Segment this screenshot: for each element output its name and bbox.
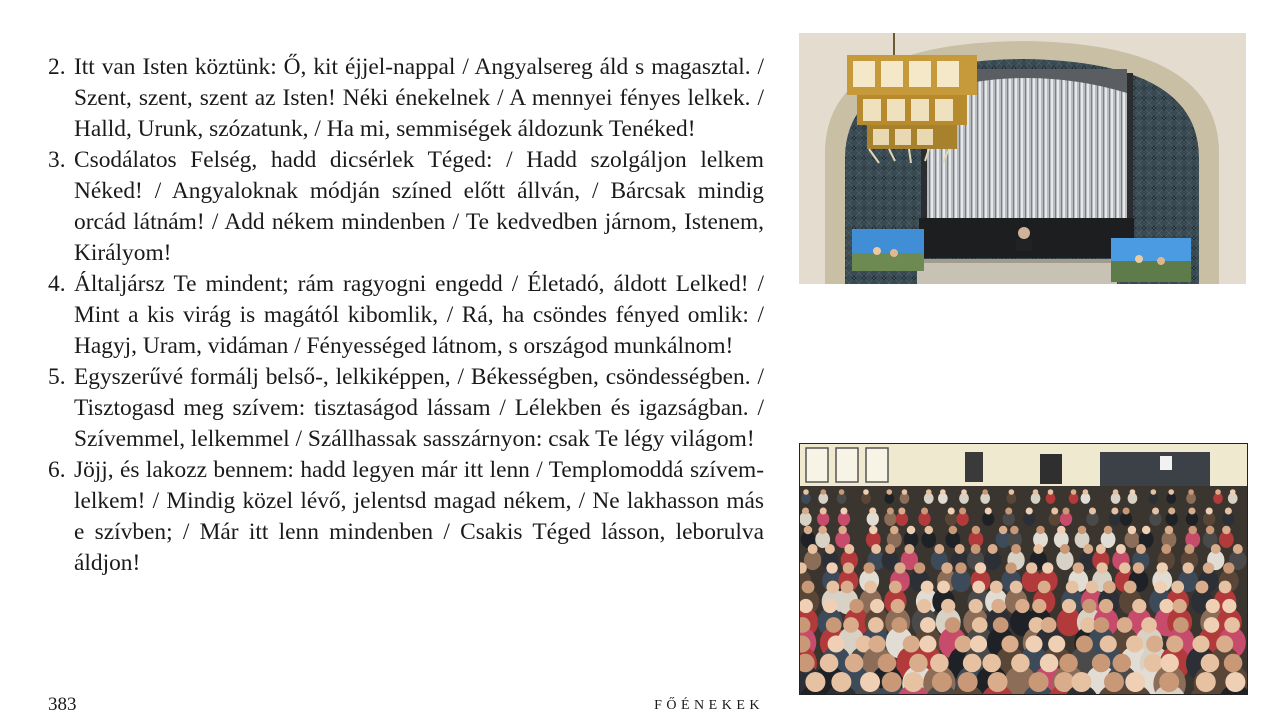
verse-text: Jöjj, és lakozz bennem: hadd legyen már itt lenn / Templomoddá szívem-lelkem! / Mindig közel lévő, jelentsd magad nékem, / Ne lakhasson más e szívben; / Már itt lenn mindenben / Csakis Téged lásson, leborulva áldjon! <box>74 457 764 576</box>
verse-number: 4. <box>48 271 66 297</box>
verse-number: 2. <box>48 54 66 80</box>
verse-number: 6. <box>48 457 66 483</box>
verse-text: Csodálatos Felség, hadd dicsérlek Téged: / Hadd szolgáljon lelkem Néked! / Angyaloknak módján színed előtt állván, / Bárcsak mindig orcád látnám! / Add nékem mindenben / Te kedvedben járnom, Istenem, Királyom! <box>74 147 764 266</box>
verse-text: Egyszerűvé formálj belső-, lelkiképpen, / Békességben, csöndességben. / Tisztogasd meg szívem: tisztaságod lássam / Lélekben és igazságban. / Szívemmel, lelkemmel / Szállhassak sasszárnyon: csak Te légy világom! <box>74 364 764 452</box>
verse-4 <box>46 269 764 362</box>
verse-5 <box>46 362 764 455</box>
organ-camera-feed <box>799 33 1246 284</box>
page-footer <box>46 694 764 718</box>
church-organ-icon <box>799 33 1246 284</box>
verse-text: Itt van Isten köztünk: Ő, kit éjjel-nappal / Angyalsereg áld s magasztal. / Szent, szent, szent az Isten! Néki énekelnek / A mennyei fényes lelkek. / Halld, Urunk, szózatunk, / Ha mi, semmiségek áldozunk Tenéked! <box>74 54 764 142</box>
verse-number: 5. <box>48 364 66 390</box>
congregation-camera-feed <box>799 443 1248 695</box>
page-number: 383 <box>48 694 77 715</box>
verse-2 <box>46 52 764 145</box>
verse-number: 3. <box>48 147 66 173</box>
verse-3 <box>46 145 764 269</box>
verse-text: Általjársz Te mindent; rám ragyogni engedd / Életadó, áldott Lelked! / Mint a kis virág is magától kibomlik, / Rá, ha csöndes fényed omlik: / Hagyj, Uram, vidáman / Fényességed látnom, s országod munkálnom! <box>74 271 764 359</box>
verse-6 <box>46 455 764 579</box>
church-congregation-icon <box>800 444 1247 694</box>
hymn-text <box>46 52 764 720</box>
section-title: FŐÉNEKEK <box>654 698 764 713</box>
